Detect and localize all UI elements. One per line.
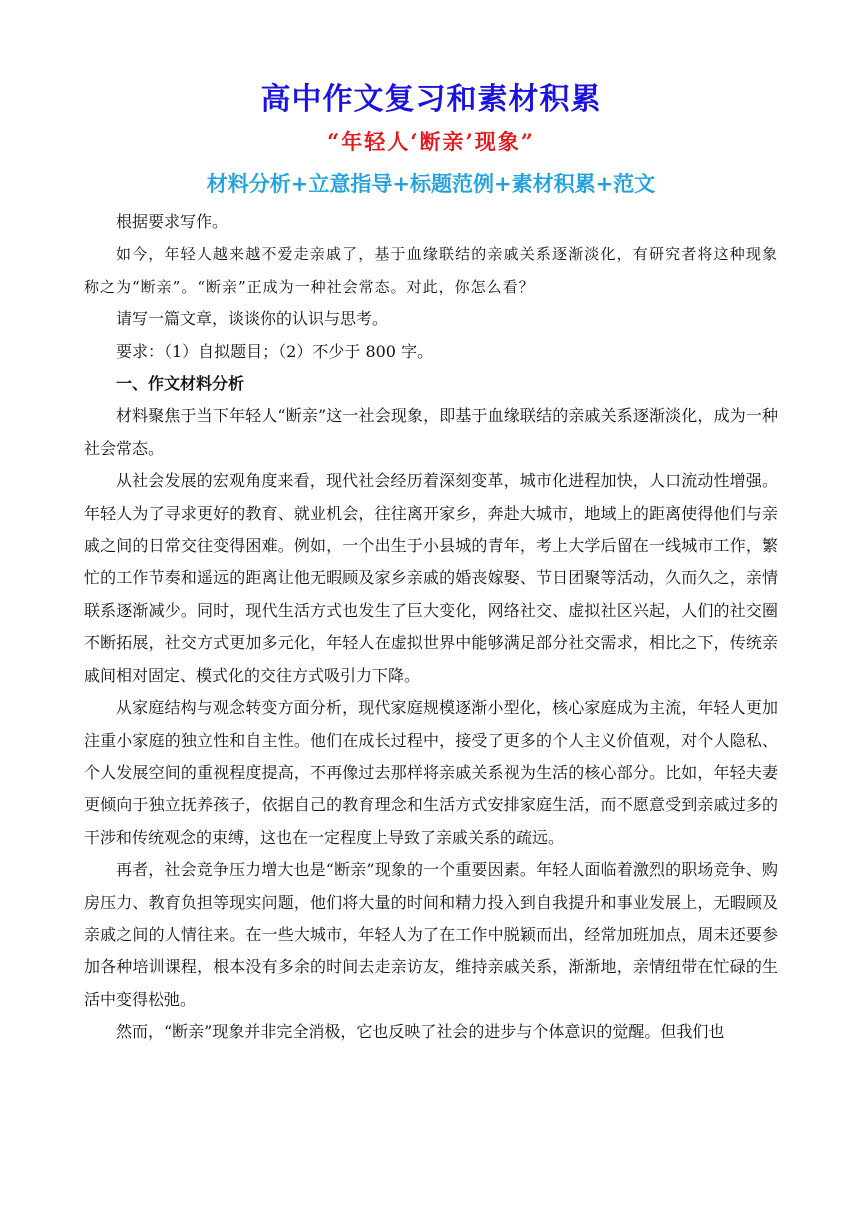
document-subtitle-outline: 材料分析+立意指导+标题范例+素材积累+范文 bbox=[206, 171, 656, 196]
document-page bbox=[84, 78, 778, 1049]
body-paragraph: 从家庭结构与观念转变方面分析，现代家庭规模逐渐小型化，核心家庭成为主流，年轻人更加注重小家庭的独立性和自主性。他们在成长过程中，接受了更多的个人主义价值观，对个人隐私、个人发展空间的重视程度提高，不再像过去那样将亲戚关系视为生活的核心部分。比如，年轻夫妻更倾向于独立抚养孩子，依据自己的教育理念和生活方式安排家庭生活，而不愿意受到亲戚过多的干涉和传统观念的束缚，这也在一定程度上导致了亲戚关系的疏远。 bbox=[84, 698, 778, 847]
document-title: 高中作文复习和素材积累 bbox=[260, 82, 602, 117]
task-paragraph: 请写一篇文章，谈谈你的认识与思考。 bbox=[116, 309, 389, 329]
document-subtitle: “年轻人‘断亲’现象” bbox=[327, 129, 535, 154]
section-heading: 一、作文材料分析 bbox=[116, 374, 245, 394]
requirements-paragraph: 要求：（1）自拟题目；（2）不少于 800 字。 bbox=[116, 341, 434, 361]
document-body bbox=[84, 206, 778, 1049]
body-paragraph: 再者，社会竞争压力增大也是“断亲”现象的一个重要因素。年轻人面临着激烈的职场竞争、购房压力、教育负担等现实问题，他们将大量的时间和精力投入到自我提升和事业发展上，无暇顾及亲戚之间的人情往来。在一些大城市，年轻人为了在工作中脱颖而出，经常加班加点，周末还要参加各种培训课程，根本没有多余的时间去走亲访友，维持亲戚关系，渐渐地，亲情纽带在忙碌的生活中变得松弛。 bbox=[84, 860, 778, 1009]
intro-paragraph: 根据要求写作。 bbox=[116, 212, 229, 231]
body-paragraph: 从社会发展的宏观角度来看，现代社会经历着深刻变革，城市化进程加快，人口流动性增强。年轻人为了寻求更好的教育、就业机会，往往离开家乡，奔赴大城市，地域上的距离使得他们与亲戚之间的日常交往变得困难。例如，一个出生于小县城的青年，考上大学后留在一线城市工作，繁忙的工作节奏和遥远的距离让他无暇顾及家乡亲戚的婚丧嫁娶、节日团聚等活动，久而久之，亲情联系逐渐减少。同时，现代生活方式也发生了巨大变化，网络社交、虚拟社区兴起，人们的社交圈不断拓展，社交方式更加多元化，年轻人在虚拟世界中能够满足部分社交需求，相比之下，传统亲戚间相对固定、模式化的交往方式吸引力下降。 bbox=[84, 471, 778, 685]
body-paragraph: 材料聚焦于当下年轻人“断亲”这一社会现象，即基于血缘联结的亲戚关系逐渐淡化，成为一种社会常态。 bbox=[84, 406, 778, 458]
body-paragraph: 然而，“断亲”现象并非完全消极，它也反映了社会的进步与个体意识的觉醒。但我们也 bbox=[116, 1022, 725, 1042]
writing-prompt-paragraph: 如今，年轻人越来越不爱走亲戚了，基于血缘联结的亲戚关系逐渐淡化，有研究者将这种现象称之为“断亲”。“断亲”正成为一种社会常态。对此，你怎么看？ bbox=[84, 245, 778, 296]
